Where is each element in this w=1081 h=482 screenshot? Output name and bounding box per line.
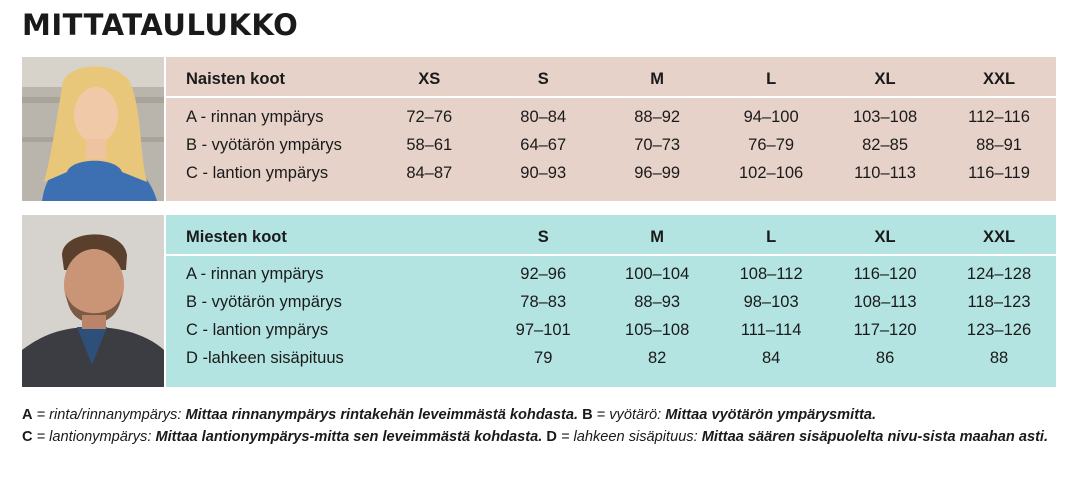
men-photo bbox=[22, 215, 164, 387]
table-cell: 70–73 bbox=[634, 135, 681, 154]
table-cell: 112–116 bbox=[968, 107, 1030, 126]
men-size-table bbox=[166, 215, 1056, 387]
table-row bbox=[166, 344, 1056, 372]
table-cell: 79 bbox=[534, 348, 553, 367]
footnote-text-b: Mittaa vyötärön ympärysmitta. bbox=[665, 407, 877, 423]
women-header-row bbox=[166, 65, 1056, 93]
table-cell: 82 bbox=[647, 348, 667, 367]
row-label: C - lantion ympärys bbox=[186, 320, 329, 339]
table-cell: 108–112 bbox=[739, 264, 803, 283]
table-cell: 88–91 bbox=[976, 135, 1022, 154]
size-header: XL bbox=[874, 69, 896, 88]
size-header: S bbox=[537, 69, 549, 88]
men-header-row bbox=[166, 223, 1056, 251]
table-row bbox=[166, 288, 1056, 316]
table-cell: 116–119 bbox=[968, 163, 1030, 182]
table-cell: 124–128 bbox=[966, 264, 1032, 283]
footnote-key-b: B bbox=[582, 407, 593, 423]
table-cell: 90–93 bbox=[520, 163, 567, 182]
table-cell: 72–76 bbox=[406, 107, 453, 126]
size-header: M bbox=[650, 69, 665, 88]
table-cell: 88 bbox=[989, 348, 1009, 367]
size-header: XS bbox=[418, 69, 441, 88]
row-label: D -lahkeen sisäpituus bbox=[186, 348, 344, 367]
footnote-def-c: = lantionympärys: bbox=[32, 429, 156, 445]
women-header-label: Naisten koot bbox=[186, 69, 286, 88]
footnote-key-a: A bbox=[22, 407, 33, 423]
size-header: XXL bbox=[982, 227, 1016, 246]
table-cell: 58–61 bbox=[406, 135, 453, 154]
table-cell: 102–106 bbox=[738, 163, 804, 182]
page-title: MITTATAULUKKO bbox=[22, 8, 299, 42]
table-row bbox=[166, 131, 1056, 159]
table-cell: 88–93 bbox=[634, 292, 681, 311]
footnote-def-d: = lahkeen sisäpituus: bbox=[556, 429, 702, 445]
table-cell: 105–108 bbox=[625, 320, 690, 339]
table-row bbox=[166, 159, 1056, 187]
footnote-def-a: = rinta/rinnanympärys: bbox=[32, 407, 186, 423]
row-label: B - vyötärön ympärys bbox=[186, 292, 342, 311]
footnote-def-b: = vyötärö: bbox=[592, 407, 666, 423]
footnote-key-d: D bbox=[546, 429, 557, 445]
table-cell: 111–114 bbox=[740, 320, 802, 339]
footnote-text-a: Mittaa rinnanympärys rintakehän leveimmästä kohdasta. bbox=[185, 407, 583, 423]
table-cell: 108–113 bbox=[853, 292, 917, 311]
table-cell: 94–100 bbox=[743, 107, 799, 126]
row-label: A - rinnan ympärys bbox=[186, 264, 324, 283]
table-row bbox=[166, 260, 1056, 288]
table-cell: 117–120 bbox=[853, 320, 917, 339]
table-cell: 118–123 bbox=[967, 292, 1031, 311]
table-cell: 80–84 bbox=[520, 107, 567, 126]
table-cell: 116–120 bbox=[853, 264, 917, 283]
table-cell: 82–85 bbox=[862, 135, 909, 154]
size-header: XL bbox=[874, 227, 896, 246]
table-cell: 97–101 bbox=[515, 320, 571, 339]
men-header-label: Miesten koot bbox=[186, 227, 287, 246]
size-header: S bbox=[537, 227, 549, 246]
table-cell: 96–99 bbox=[634, 163, 681, 182]
row-label: C - lantion ympärys bbox=[186, 163, 329, 182]
footnote-key-c: C bbox=[22, 429, 33, 445]
size-header: L bbox=[766, 69, 777, 88]
size-header: XXL bbox=[982, 69, 1016, 88]
table-cell: 110–113 bbox=[854, 163, 916, 182]
row-label: A - rinnan ympärys bbox=[186, 107, 324, 126]
table-cell: 100–104 bbox=[625, 264, 690, 283]
size-header: L bbox=[766, 227, 777, 246]
table-cell: 64–67 bbox=[520, 135, 567, 154]
table-cell: 84 bbox=[761, 348, 781, 367]
size-header: M bbox=[650, 227, 665, 246]
table-cell: 92–96 bbox=[520, 264, 567, 283]
header-divider bbox=[166, 96, 1056, 98]
table-cell: 78–83 bbox=[520, 292, 567, 311]
footnote-text-c: Mittaa lantionympärys-mitta sen leveimmästä kohdasta. bbox=[155, 429, 547, 445]
header-divider bbox=[166, 254, 1056, 256]
table-cell: 103–108 bbox=[852, 107, 918, 126]
table-cell: 76–79 bbox=[748, 135, 795, 154]
row-label: B - vyötärön ympärys bbox=[186, 135, 342, 154]
table-cell: 123–126 bbox=[966, 320, 1032, 339]
table-cell: 84–87 bbox=[406, 163, 453, 182]
women-size-table bbox=[166, 57, 1056, 201]
table-cell: 86 bbox=[875, 348, 895, 367]
table-cell: 98–103 bbox=[743, 292, 799, 311]
measurement-footnote bbox=[22, 404, 1062, 448]
women-photo bbox=[22, 57, 164, 201]
table-cell: 88–92 bbox=[634, 107, 681, 126]
table-row bbox=[166, 103, 1056, 131]
footnote-text-d: Mittaa säären sisäpuolelta nivu-sista maahan asti. bbox=[701, 429, 1049, 445]
table-row bbox=[166, 316, 1056, 344]
